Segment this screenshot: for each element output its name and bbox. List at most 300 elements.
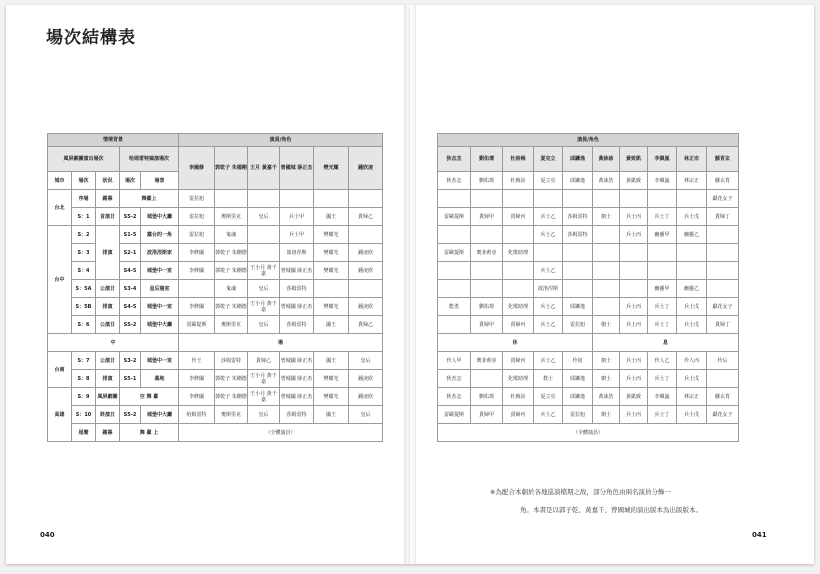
- role-cell: 雷拉旭: [179, 190, 215, 208]
- sub-header-hamlet: 哈姆雷特搞演場次: [120, 147, 179, 172]
- role-cell: 伶后: [707, 352, 739, 370]
- table-row: [438, 208, 739, 226]
- setting-cell: 波洛涅斯家: [141, 244, 179, 262]
- role-cell: 兵士丙: [620, 298, 648, 316]
- status-cell: 公演日: [96, 280, 120, 298]
- right-group-header-row: [438, 134, 739, 147]
- col-header: 樊光耀: [314, 147, 349, 190]
- table-row: [48, 424, 383, 442]
- role-cell: [349, 280, 383, 298]
- role-cell: [593, 226, 620, 244]
- role-cell: [349, 226, 383, 244]
- role-cell: 獻花女子: [707, 406, 739, 424]
- role-cell: [503, 190, 534, 208]
- hamlet-scene-cell: S4-5: [120, 262, 141, 280]
- role-cell: 李佩嵐: [648, 388, 677, 406]
- role-cell: [563, 280, 593, 298]
- role-cell: 皇后: [248, 280, 280, 298]
- role-cell: 樊耀光: [314, 262, 349, 280]
- table-row: [48, 316, 383, 334]
- table-row: [438, 406, 739, 424]
- role-cell: 邱鑛逸: [563, 370, 593, 388]
- role-cell: 兵士丁: [648, 208, 677, 226]
- table-row: [438, 316, 739, 334]
- role-cell: 兵士丙: [620, 352, 648, 370]
- role-cell: 杜梅詩: [503, 388, 534, 406]
- role-cell: 雷歐提斯: [438, 406, 471, 424]
- role-cell: [563, 190, 593, 208]
- role-cell: 李佩嵐: [648, 172, 677, 190]
- col-header: 李佩嵐: [648, 147, 677, 172]
- status-cell: 公演日: [96, 316, 120, 334]
- role-cell: 邱鑛逸: [563, 388, 593, 406]
- role-cell: 朝士: [593, 406, 620, 424]
- role-cell: 奧菲莉亞: [471, 244, 503, 262]
- role-cell: 兵士乙: [534, 316, 563, 334]
- role-cell: 夏立克: [534, 388, 563, 406]
- role-cell: 皇后: [248, 406, 280, 424]
- group-header-cast: 演員/角色: [438, 134, 739, 147]
- role-cell: 樊耀光: [314, 226, 349, 244]
- status-cell: 首演日: [96, 208, 120, 226]
- role-cell: [215, 190, 248, 208]
- role-cell: 雷歐提斯: [179, 316, 215, 334]
- left-group-header-row: [48, 134, 383, 147]
- table-row: [438, 262, 739, 280]
- page-number-right: 041: [752, 531, 767, 539]
- role-cell: 黃詠浩: [593, 388, 620, 406]
- role-cell: 伶王: [179, 352, 215, 370]
- table-row: [48, 208, 383, 226]
- role-cell: 郭乾子 朱剛德: [215, 370, 248, 388]
- all-cast-cell: （全體演員）: [438, 424, 739, 442]
- hamlet-scene-cell: S2-1: [120, 244, 141, 262]
- table-row: [438, 352, 739, 370]
- col-header: 蘇育玄: [707, 147, 739, 172]
- role-cell: 貴婦丙: [503, 406, 534, 424]
- table-row: [48, 298, 383, 316]
- role-cell: 雷拉旭: [563, 316, 593, 334]
- role-cell: 蘇玄育: [707, 388, 739, 406]
- role-cell: 莎姆雷特: [215, 352, 248, 370]
- city-cell: 台南: [48, 352, 72, 388]
- role-cell: 波洛涅斯: [534, 280, 563, 298]
- role-cell: 皇后: [248, 316, 280, 334]
- role-cell: [593, 280, 620, 298]
- role-cell: 兵士乙: [534, 226, 563, 244]
- page-number-left: 040: [40, 531, 55, 539]
- role-cell: [563, 262, 593, 280]
- left-structure-table: [47, 133, 383, 442]
- role-cell: 鍾凌欣: [349, 262, 383, 280]
- role-cell: 李修國: [179, 244, 215, 262]
- hamlet-scene-cell: S4-5: [120, 298, 141, 316]
- role-cell: 獻花女子: [707, 190, 739, 208]
- role-cell: 雷歐提斯: [438, 208, 471, 226]
- role-cell: 兵士戊: [677, 406, 707, 424]
- role-cell: 國王: [314, 316, 349, 334]
- hamlet-scene-cell: S5-2: [120, 208, 141, 226]
- role-cell: 黃凱致: [620, 388, 648, 406]
- status-cell: 排演: [96, 226, 120, 280]
- intermission-right: 場: [179, 334, 383, 352]
- role-cell: 兵士丙: [620, 208, 648, 226]
- col-header: 王月 黃嘉千: [248, 147, 280, 190]
- footnote-line-2: 角。本書是以郭子乾、黃嘉千、曾國城的演出版本為出版版本。: [520, 506, 702, 514]
- table-row: [48, 406, 383, 424]
- status-cell: 終演日: [96, 406, 120, 424]
- role-cell: 兵士丁: [648, 370, 677, 388]
- role-cell: [593, 190, 620, 208]
- role-cell: [248, 244, 280, 262]
- role-cell: 皇后: [349, 352, 383, 370]
- role-cell: 鍾凌欣: [349, 244, 383, 262]
- scene-cell: S：2: [72, 226, 96, 244]
- role-cell: 兵士丙: [620, 370, 648, 388]
- role-cell: 曾城國 薛正杰: [280, 262, 314, 280]
- city-cell: 台中: [48, 226, 72, 334]
- role-cell: 莎姆雷特: [563, 226, 593, 244]
- role-cell: 奧斯里克: [215, 316, 248, 334]
- hamlet-scene-cell: S1-5: [120, 226, 141, 244]
- role-cell: 雷拉旭: [179, 226, 215, 244]
- table-row: [438, 172, 739, 190]
- setting-cell: 皇后寢室: [141, 280, 179, 298]
- role-cell: 鬼魂: [215, 226, 248, 244]
- role-cell: 奧斯里克: [215, 208, 248, 226]
- role-cell: [620, 262, 648, 280]
- all-cast-cell: （全體演員）: [179, 424, 383, 442]
- col-header: 郭乾子 朱德剛: [215, 147, 248, 190]
- role-cell: 李修國: [179, 298, 215, 316]
- role-cell: 貴婦丙: [503, 352, 534, 370]
- sub-header-troupe: 風屏劇團演出場次: [48, 147, 120, 172]
- setting-cell: 城堡中一室: [141, 298, 179, 316]
- role-cell: [677, 244, 707, 262]
- left-page: [6, 5, 410, 564]
- table-row: [438, 388, 739, 406]
- role-cell: 黃凱致: [620, 172, 648, 190]
- role-cell: 貴婦甲: [471, 316, 503, 334]
- scene-cell: S：4: [72, 262, 96, 280]
- role-cell: [438, 190, 471, 208]
- role-cell: 伶叔: [563, 352, 593, 370]
- setting-cell: 城堡中大廳: [141, 316, 179, 334]
- role-cell: 兵士丁: [648, 406, 677, 424]
- role-cell: 王小月 黃千嘉: [248, 262, 280, 280]
- scene-cell: S：9: [72, 388, 96, 406]
- scene-cell: 尾聲: [72, 424, 96, 442]
- role-cell: 莎姆雷特: [563, 208, 593, 226]
- role-cell: [707, 226, 739, 244]
- role-cell: 鬼魂: [215, 280, 248, 298]
- role-cell: [471, 262, 503, 280]
- table-row: [438, 298, 739, 316]
- role-cell: 幽靈甲: [648, 226, 677, 244]
- group-header-context: 情境背景: [48, 134, 179, 147]
- status-cell: 公演日: [96, 352, 120, 370]
- role-cell: [593, 262, 620, 280]
- role-cell: 貴婦乙: [248, 352, 280, 370]
- role-cell: 鍾凌欣: [349, 388, 383, 406]
- role-cell: 夏立克: [534, 172, 563, 190]
- col-header-scene: 場次: [72, 172, 96, 190]
- role-cell: 朝士: [593, 352, 620, 370]
- role-cell: 能勇: [438, 298, 471, 316]
- role-cell: 狄杰志: [438, 388, 471, 406]
- role-cell: 雷拉旭: [563, 406, 593, 424]
- table-row: [48, 370, 383, 388]
- role-cell: 奧菲莉亞: [471, 352, 503, 370]
- role-cell: [620, 244, 648, 262]
- city-cell: 高雄: [48, 388, 72, 442]
- role-cell: [349, 190, 383, 208]
- role-cell: [707, 280, 739, 298]
- role-cell: 邱鑛逸: [563, 172, 593, 190]
- role-cell: 曾城國 薛正杰: [280, 388, 314, 406]
- role-cell: [280, 190, 314, 208]
- role-cell: 雷歐提斯: [438, 244, 471, 262]
- role-cell: 杜梅詩: [503, 172, 534, 190]
- role-cell: 郭乾子 朱剛德: [215, 388, 248, 406]
- role-cell: 伶人丙: [677, 352, 707, 370]
- col-header-city: 城市: [48, 172, 72, 190]
- setting-cell: 城堡中大廳: [141, 208, 179, 226]
- role-cell: 國王: [314, 406, 349, 424]
- role-cell: 兵士丙: [620, 406, 648, 424]
- role-cell: 兵士戊: [677, 370, 707, 388]
- role-cell: 朝士: [593, 316, 620, 334]
- role-cell: 兵士戊: [677, 316, 707, 334]
- col-header-scene2: 場次: [120, 172, 141, 190]
- role-cell: 樊耀光: [314, 244, 349, 262]
- role-cell: [593, 244, 620, 262]
- role-cell: [648, 190, 677, 208]
- role-cell: [534, 244, 563, 262]
- intermission-left: 休: [438, 334, 593, 352]
- role-cell: 化歌助理: [503, 370, 534, 388]
- role-cell: 兵士丙: [620, 316, 648, 334]
- col-header-status: 狀況: [96, 172, 120, 190]
- intermission-row: [438, 334, 739, 352]
- col-header: 林正宗: [677, 147, 707, 172]
- role-cell: 李修國: [179, 388, 215, 406]
- setting-cell: 墓地: [141, 370, 179, 388]
- role-cell: 兵士乙: [534, 262, 563, 280]
- setting-cell: 城堡中一室: [141, 352, 179, 370]
- setting-cell: 城堡中大廳: [141, 406, 179, 424]
- role-cell: 莎姆雷特: [280, 406, 314, 424]
- role-cell: [248, 190, 280, 208]
- role-cell: 貴婦丙: [503, 316, 534, 334]
- hamlet-scene-cell: S5-2: [120, 316, 141, 334]
- table-row: [438, 370, 739, 388]
- scene-cell: S：3: [72, 244, 96, 262]
- role-cell: 兵士丁: [648, 298, 677, 316]
- col-header: 黃致凱: [620, 147, 648, 172]
- role-cell: 貴婦丁: [707, 208, 739, 226]
- role-cell: 貴婦甲: [471, 406, 503, 424]
- role-cell: 兵士乙: [534, 208, 563, 226]
- role-cell: [648, 262, 677, 280]
- role-cell: 曾城國 薛正杰: [280, 352, 314, 370]
- scene-cell: S：1: [72, 208, 96, 226]
- table-row: [438, 190, 739, 208]
- right-colheader-row: [438, 147, 739, 172]
- role-cell: 教士: [534, 370, 563, 388]
- status-cell: 風屏劇團: [96, 388, 120, 406]
- role-cell: 哈姆雷特: [179, 406, 215, 424]
- role-cell: [438, 316, 471, 334]
- scene-cell: S：5B: [72, 298, 96, 316]
- role-cell: 郭乾子 朱剛德: [215, 298, 248, 316]
- role-cell: 兵士乙: [534, 406, 563, 424]
- hamlet-scene-cell: S3-2: [120, 352, 141, 370]
- role-cell: 劉佑璟: [471, 172, 503, 190]
- hamlet-scene-cell: S5-2: [120, 406, 141, 424]
- role-cell: [707, 370, 739, 388]
- role-cell: 莎姆雷特: [280, 316, 314, 334]
- table-row: [48, 226, 383, 244]
- col-header-setting: 場景: [141, 172, 179, 190]
- role-cell: 幽靈甲: [648, 280, 677, 298]
- hamlet-scene-cell: S5-1: [120, 370, 141, 388]
- role-cell: 李修國: [179, 262, 215, 280]
- role-cell: 國王: [314, 352, 349, 370]
- intermission-right: 息: [593, 334, 739, 352]
- scene-cell: S：5A: [72, 280, 96, 298]
- role-cell: 李修國: [179, 370, 215, 388]
- role-cell: [503, 280, 534, 298]
- role-cell: 貴婦甲: [471, 208, 503, 226]
- setting-cell: 空 舞 臺: [120, 388, 179, 406]
- status-cell: 謝幕: [96, 424, 120, 442]
- role-cell: [471, 370, 503, 388]
- role-cell: 國王: [314, 208, 349, 226]
- group-header-cast: 演員/角色: [179, 134, 383, 147]
- role-cell: [471, 280, 503, 298]
- status-cell: 排演: [96, 298, 120, 316]
- role-cell: 伶人乙: [648, 352, 677, 370]
- role-cell: 郭乾子 朱剛德: [215, 262, 248, 280]
- role-cell: 鍾凌欣: [349, 298, 383, 316]
- role-cell: 兵士丙: [620, 226, 648, 244]
- right-page: [410, 5, 814, 564]
- role-cell: 幽靈乙: [677, 226, 707, 244]
- role-cell: [503, 226, 534, 244]
- role-cell: 朝士: [593, 208, 620, 226]
- right-structure-table: [437, 133, 739, 442]
- role-cell: 兵士丁: [648, 316, 677, 334]
- status-cell: 謝幕: [96, 190, 120, 208]
- role-cell: 鍾凌欣: [349, 370, 383, 388]
- setting-cell: 城堡中一室: [141, 262, 179, 280]
- role-cell: 王小月 黃千嘉: [248, 388, 280, 406]
- table-row: [48, 280, 383, 298]
- intermission-left: 中: [48, 334, 179, 352]
- role-cell: 波洛涅斯: [280, 244, 314, 262]
- role-cell: 兵士戊: [677, 208, 707, 226]
- col-header: 杜詩梅: [503, 147, 534, 172]
- role-cell: 樊耀光: [314, 388, 349, 406]
- role-cell: [563, 244, 593, 262]
- role-cell: 兵士乙: [534, 352, 563, 370]
- table-row: [48, 388, 383, 406]
- role-cell: 黃詠浩: [593, 172, 620, 190]
- col-header: 邱鑛逸: [563, 147, 593, 172]
- status-cell: 排演: [96, 370, 120, 388]
- role-cell: 伶人甲: [438, 352, 471, 370]
- role-cell: [534, 190, 563, 208]
- role-cell: 貴婦丁: [707, 316, 739, 334]
- role-cell: [179, 280, 215, 298]
- col-header: 劉佑璟: [471, 147, 503, 172]
- role-cell: 兵士乙: [534, 298, 563, 316]
- role-cell: [438, 280, 471, 298]
- table-row: [438, 226, 739, 244]
- role-cell: 劉佑璟: [471, 388, 503, 406]
- col-header: 夏克立: [534, 147, 563, 172]
- table-row: [48, 352, 383, 370]
- role-cell: 林宗正: [677, 388, 707, 406]
- role-cell: [438, 226, 471, 244]
- city-cell: 台北: [48, 190, 72, 226]
- col-header: 黃詠詠: [593, 147, 620, 172]
- setting-cell: 露台的一角: [141, 226, 179, 244]
- table-row: [438, 280, 739, 298]
- role-cell: 奧斯里克: [215, 406, 248, 424]
- role-cell: 樊耀光: [314, 370, 349, 388]
- role-cell: [471, 190, 503, 208]
- intermission-row: [48, 334, 383, 352]
- role-cell: 兵士甲: [280, 208, 314, 226]
- role-cell: [471, 226, 503, 244]
- role-cell: 幽靈乙: [677, 280, 707, 298]
- role-cell: 兵士戊: [677, 298, 707, 316]
- role-cell: 兵士甲: [280, 226, 314, 244]
- role-cell: 狄杰志: [438, 172, 471, 190]
- role-cell: 雷拉旭: [179, 208, 215, 226]
- role-cell: [677, 262, 707, 280]
- role-cell: 樊耀光: [314, 298, 349, 316]
- role-cell: [314, 190, 349, 208]
- left-subheader-row: [48, 147, 383, 172]
- table-row: [438, 244, 739, 262]
- table-row: [48, 190, 383, 208]
- scene-cell: S：7: [72, 352, 96, 370]
- role-cell: [593, 298, 620, 316]
- role-cell: 莎姆雷特: [280, 280, 314, 298]
- scene-cell: 序場: [72, 190, 96, 208]
- scene-cell: S：10: [72, 406, 96, 424]
- role-cell: 貴婦丙: [503, 208, 534, 226]
- role-cell: [438, 262, 471, 280]
- setting-cell: 舞 臺 上: [120, 424, 179, 442]
- role-cell: 獻花女子: [707, 298, 739, 316]
- role-cell: 王小月 黃千嘉: [248, 298, 280, 316]
- page-title: 場次結構表: [46, 28, 136, 48]
- role-cell: 化歌助理: [503, 244, 534, 262]
- role-cell: [677, 190, 707, 208]
- col-header: 鍾欣凌: [349, 147, 383, 190]
- role-cell: 王小月 黃千嘉: [248, 370, 280, 388]
- hamlet-scene-cell: S3-4: [120, 280, 141, 298]
- role-cell: 蘇玄育: [707, 172, 739, 190]
- role-cell: 狄杰志: [438, 370, 471, 388]
- role-cell: [314, 280, 349, 298]
- table-row: [438, 424, 739, 442]
- col-header: 李國修: [179, 147, 215, 190]
